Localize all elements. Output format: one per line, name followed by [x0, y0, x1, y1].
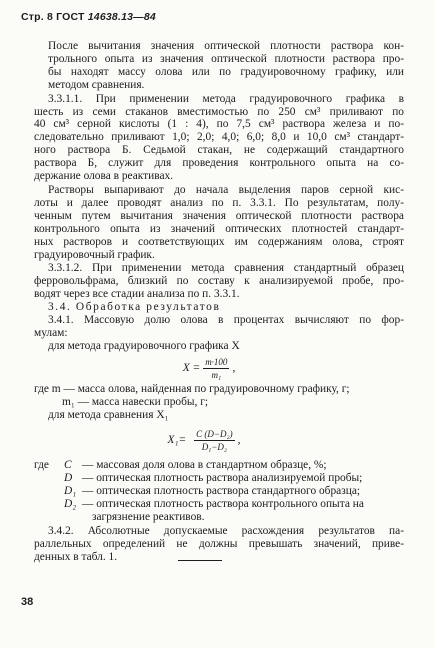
text-line: ных растворов и соответствующих им содержаниям олова, строят: [34, 235, 404, 248]
text-line: Растворы выпаривают до начала выделения паров серной кис-: [48, 183, 404, 196]
header-standard-code: 14638.13—84: [87, 11, 156, 23]
definition-line: где m — масса олова, найденная по градуировочному графику, г;: [34, 382, 350, 395]
formula-graph: [14, 357, 404, 381]
formula-tail: ,: [237, 434, 241, 447]
text-line: 3.4.2. Абсолютные допускаемые расхождения результатов па-: [48, 525, 404, 537]
method-compare-label: для метода сравнения X₁: [48, 408, 169, 421]
formula-denominator: m₁: [211, 370, 222, 381]
formula-tail: ,: [232, 362, 236, 375]
formula-numerator: C (D−D₂): [196, 428, 233, 439]
paragraph-3-3-1-1: [34, 93, 404, 183]
text-line: градуировочный график.: [34, 248, 155, 261]
symbol: D₁: [64, 485, 77, 498]
text-line: трольного опыта из значения оптической плотности раствора про-: [48, 52, 404, 65]
text-line: 3.4.1. Массовую долю олова в процентах вычисляют по фор-: [48, 314, 404, 327]
text-line: шесть из семи стаканов вместимостью по 250 см³ приливают по: [34, 105, 404, 118]
method-graph-label: для метода градуировочного графика X: [48, 339, 240, 352]
text-line: раллельных определений не должны превышать значений, приве-: [34, 537, 404, 550]
text-line: денных в табл. 1.: [34, 550, 118, 563]
definition-text: — оптическая плотность раствора анализируемой пробы;: [82, 472, 363, 485]
formula-lhs: X₁=: [167, 434, 187, 447]
text-line: следовательно приливают 1,0; 2,0; 4,0; 6,0; 8,0 и 10,0 см³ стандарт-: [34, 131, 404, 144]
where-word: [34, 498, 62, 511]
formula-fraction: [194, 429, 234, 452]
page-header: [21, 11, 156, 24]
divider-rule: [178, 560, 222, 561]
text-line: бы находят массу олова или по градуировочному графику, или: [48, 65, 404, 78]
text-line: держание олова в реактивах.: [34, 170, 174, 183]
text-line: ного раствора Б. Седьмой стакан, не содержащий стандартного: [34, 144, 404, 157]
paragraph-3-3-1-2: [34, 262, 404, 301]
document-body: [34, 40, 404, 564]
text-line: 3.3.1.2. При применении метода сравнения стандартный образец: [48, 262, 404, 275]
formula-lhs: X =: [182, 362, 201, 375]
text-line: ферровольфрама, близкий по составу к анализируемой пробе, про-: [34, 275, 404, 288]
paragraph-3-4-1: [34, 314, 404, 340]
formula-numerator: m·100: [205, 357, 228, 368]
symbol: D: [64, 472, 73, 485]
definition-text: — оптическая плотность раствора стандартного образца;: [82, 485, 361, 498]
text-line: водят через все стадии анализа по п. 3.3.1.: [34, 288, 240, 301]
where-word: где: [34, 459, 49, 472]
formula-denominator: D₁−D₂: [201, 441, 228, 452]
symbol: [64, 511, 80, 524]
where-word: [34, 485, 62, 498]
paragraph-intro: [34, 40, 404, 92]
where-block-2: [34, 459, 404, 524]
text-line: 40 см³ серной кислоты (1 : 4), по 7,5 см³ раствора железа и по-: [34, 118, 404, 131]
text-line: ченным путем вычитания значения оптической плотности раствора: [34, 209, 404, 222]
where-block-1: [34, 383, 404, 409]
definition-text: — оптическая плотность раствора контрольного опыта на: [82, 498, 364, 511]
symbol: C: [64, 459, 72, 472]
text-line: методом сравнения.: [48, 78, 145, 91]
paragraph-solutions: [34, 184, 404, 261]
formula-compare: [4, 427, 404, 453]
symbol: D₂: [64, 498, 77, 511]
section-heading: 3.4. Обработка результатов: [48, 301, 221, 314]
text-line: После вычитания значения оптической плотности раствора кон-: [48, 40, 404, 52]
definition-text: — массовая доля олова в стандартном образце, %;: [82, 459, 327, 472]
text-line: мулам:: [34, 326, 68, 339]
where-word: [34, 472, 62, 485]
paragraph-3-4-2: [34, 525, 404, 564]
text-line: раствора Б, служит для проведения контрольного опыта на со-: [34, 157, 404, 170]
formula-fraction: [203, 357, 229, 380]
definition-text: загрязнение реактивов.: [92, 511, 205, 524]
header-prefix: Стр. 8 ГОСТ: [21, 11, 88, 23]
text-line: контрольного опыта из значений оптических плотностей стандарт-: [34, 222, 404, 235]
page-number: 38: [21, 596, 34, 608]
where-word: [34, 511, 62, 524]
text-line: 3.3.1.1. При применении метода градуировочного графика в: [48, 92, 404, 105]
definition-line: m₁ — масса навески пробы, г;: [62, 395, 209, 408]
text-line: лоты и далее проводят анализ по п. 3.3.1. По результатам, полу-: [34, 196, 404, 209]
